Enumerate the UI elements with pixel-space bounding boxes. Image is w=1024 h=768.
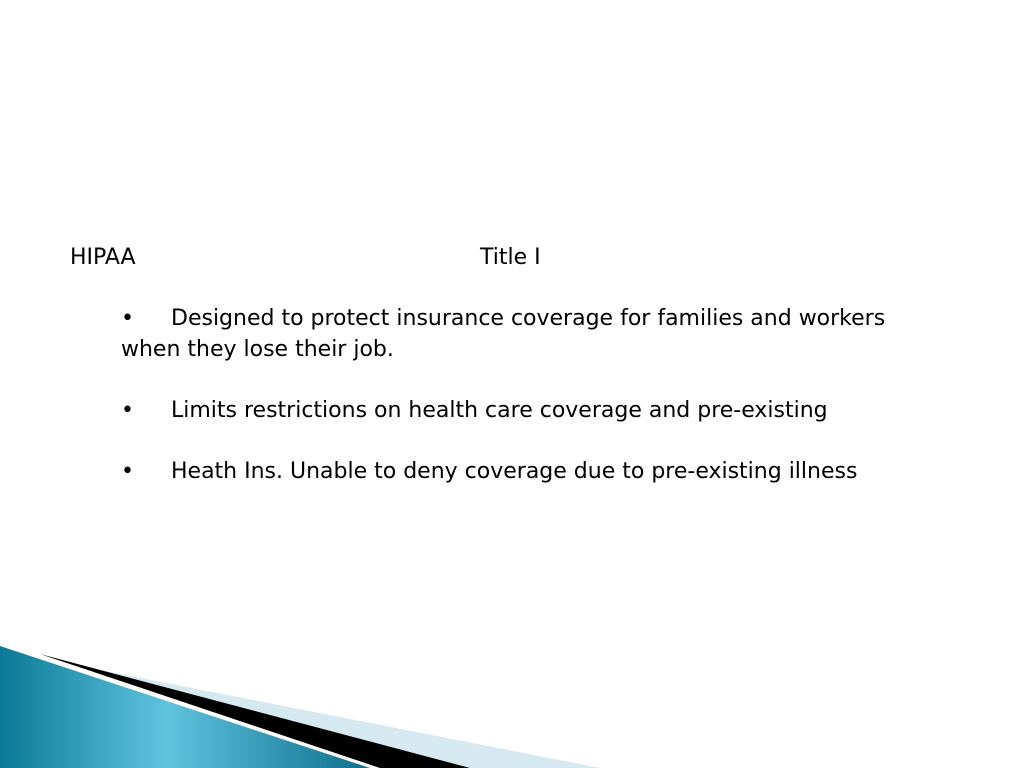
decor-teal-wedge [0,646,370,768]
heading-hipaa: HIPAA [70,245,136,270]
bullet-icon: • [121,306,134,331]
bullet-icon: • [121,459,134,484]
list-item [121,456,921,487]
bullet-text: Heath Ins. Unable to deny coverage due to pre-existing illness [171,459,858,484]
bullet-text: Designed to protect insurance coverage for families and workers when they lose their job. [121,306,886,362]
heading-title-i: Title I [480,245,541,270]
bullet-list [121,303,921,517]
bullet-icon: • [121,398,134,423]
corner-decoration [0,638,1024,768]
bullet-text: Limits restrictions on health care coverage and pre-existing [171,398,828,423]
list-item [121,395,921,426]
list-item [121,303,921,365]
